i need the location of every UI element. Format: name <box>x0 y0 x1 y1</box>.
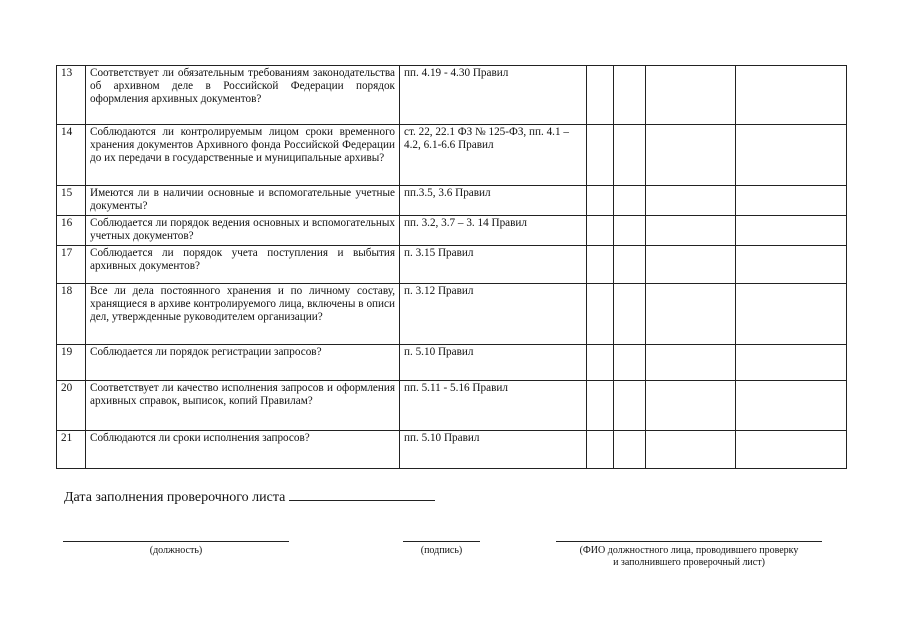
comment-cell[interactable] <box>736 246 847 284</box>
row-number: 14 <box>57 125 86 186</box>
table-row <box>57 345 847 381</box>
checklist-rows <box>57 66 847 469</box>
answer-cell-na[interactable] <box>646 431 736 469</box>
answer-cell-no[interactable] <box>614 66 646 125</box>
answer-cell-no[interactable] <box>614 186 646 216</box>
answer-cell-yes[interactable] <box>587 431 614 469</box>
row-question: Соблюдается ли порядок учета поступления и выбытия архивных документов? <box>86 246 400 284</box>
position-label: (должность) <box>149 545 203 556</box>
answer-cell-yes[interactable] <box>587 216 614 246</box>
row-number: 16 <box>57 216 86 246</box>
row-reference: п. 3.12 Правил <box>400 284 587 345</box>
row-number: 20 <box>57 381 86 431</box>
row-question: Соответствует ли качество исполнения запросов и оформления архивных справок, выписок, копий Правилам? <box>86 381 400 431</box>
answer-cell-na[interactable] <box>646 284 736 345</box>
table-row <box>57 186 847 216</box>
table-row <box>57 246 847 284</box>
answer-cell-yes[interactable] <box>587 381 614 431</box>
comment-cell[interactable] <box>736 125 847 186</box>
row-number: 18 <box>57 284 86 345</box>
answer-cell-no[interactable] <box>614 125 646 186</box>
row-question: Соответствует ли обязательным требованиям законодательства об архивном деле в Российской Федерации порядок оформления архивных документов? <box>86 66 400 125</box>
comment-cell[interactable] <box>736 186 847 216</box>
row-reference: пп. 4.19 - 4.30 Правил <box>400 66 587 125</box>
row-number: 19 <box>57 345 86 381</box>
answer-cell-yes[interactable] <box>587 246 614 284</box>
comment-cell[interactable] <box>736 381 847 431</box>
answer-cell-yes[interactable] <box>587 186 614 216</box>
answer-cell-na[interactable] <box>646 345 736 381</box>
row-number: 13 <box>57 66 86 125</box>
row-reference: пп. 5.10 Правил <box>400 431 587 469</box>
answer-cell-na[interactable] <box>646 246 736 284</box>
table-row <box>57 284 847 345</box>
answer-cell-no[interactable] <box>614 431 646 469</box>
fill-date-line <box>64 488 435 506</box>
row-reference: п. 5.10 Правил <box>400 345 587 381</box>
row-question: Соблюдается ли порядок регистрации запросов? <box>86 345 400 381</box>
fio-label-line2: и заполнившего проверочный лист) <box>613 557 765 568</box>
table-row <box>57 381 847 431</box>
answer-cell-no[interactable] <box>614 345 646 381</box>
row-number: 15 <box>57 186 86 216</box>
answer-cell-na[interactable] <box>646 125 736 186</box>
answer-cell-no[interactable] <box>614 216 646 246</box>
row-reference: пп. 5.11 - 5.16 Правил <box>400 381 587 431</box>
row-number: 21 <box>57 431 86 469</box>
row-reference: ст. 22, 22.1 ФЗ № 125-ФЗ, пп. 4.1 – 4.2, 6.1-6.6 Правил <box>400 125 587 186</box>
comment-cell[interactable] <box>736 345 847 381</box>
row-reference: пп.3.5, 3.6 Правил <box>400 186 587 216</box>
answer-cell-yes[interactable] <box>587 345 614 381</box>
row-question: Соблюдаются ли контролируемым лицом сроки временного хранения документов Архивного фонда Российской Федерации до их передачи в государственные и муниципальные архивы? <box>86 125 400 186</box>
answer-cell-na[interactable] <box>646 216 736 246</box>
table-row <box>57 216 847 246</box>
answer-cell-yes[interactable] <box>587 284 614 345</box>
comment-cell[interactable] <box>736 431 847 469</box>
answer-cell-no[interactable] <box>614 381 646 431</box>
signature-line[interactable] <box>403 541 480 542</box>
signature-label: (подпись) <box>420 545 463 556</box>
comment-cell[interactable] <box>736 216 847 246</box>
table-row <box>57 125 847 186</box>
answer-cell-no[interactable] <box>614 246 646 284</box>
table-row <box>57 431 847 469</box>
row-reference: п. 3.15 Правил <box>400 246 587 284</box>
row-question: Соблюдаются ли сроки исполнения запросов? <box>86 431 400 469</box>
fio-label-line1: (ФИО должностного лица, проводившего проверку <box>579 545 799 556</box>
row-reference: пп. 3.2, 3.7 – 3. 14 Правил <box>400 216 587 246</box>
comment-cell[interactable] <box>736 284 847 345</box>
fill-date-label: Дата заполнения проверочного листа <box>64 490 286 505</box>
position-signature-line[interactable] <box>63 541 289 542</box>
row-question: Все ли дела постоянного хранения и по личному составу, хранящиеся в архиве контролируемого лица, включены в описи дел, утвержденные руководителем организации? <box>86 284 400 345</box>
answer-cell-yes[interactable] <box>587 125 614 186</box>
fill-date-blank[interactable] <box>289 488 435 501</box>
answer-cell-yes[interactable] <box>587 66 614 125</box>
row-question: Имеются ли в наличии основные и вспомогательные учетные документы? <box>86 186 400 216</box>
answer-cell-na[interactable] <box>646 186 736 216</box>
row-question: Соблюдается ли порядок ведения основных и вспомогательных учетных документов? <box>86 216 400 246</box>
table-row <box>57 66 847 125</box>
comment-cell[interactable] <box>736 66 847 125</box>
fio-signature-line[interactable] <box>556 541 822 542</box>
checklist-table <box>56 65 847 469</box>
answer-cell-na[interactable] <box>646 66 736 125</box>
answer-cell-na[interactable] <box>646 381 736 431</box>
row-number: 17 <box>57 246 86 284</box>
answer-cell-no[interactable] <box>614 284 646 345</box>
